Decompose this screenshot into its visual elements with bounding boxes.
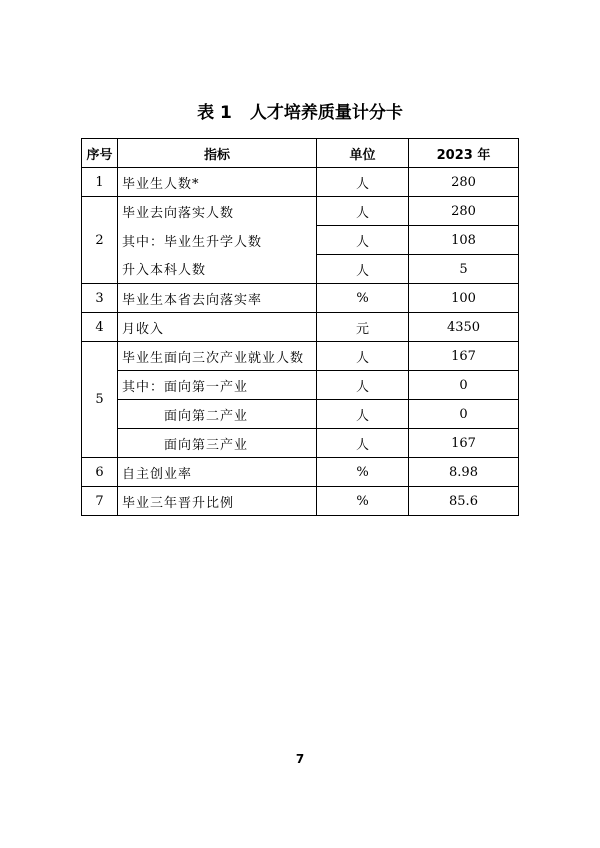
row-indicator: 月收入 xyxy=(118,313,317,342)
row-seq: 7 xyxy=(82,487,118,516)
table-row xyxy=(82,168,519,197)
row-unit: % xyxy=(317,458,409,487)
row-indicator: 自主创业率 xyxy=(118,458,317,487)
row-indicator: 升入本科人数 xyxy=(118,255,317,284)
row-seq: 2 xyxy=(82,197,118,284)
row-indicator: 面向第二产业 xyxy=(118,400,317,429)
row-value: 167 xyxy=(409,429,519,458)
row-value: 108 xyxy=(409,226,519,255)
row-unit: % xyxy=(317,284,409,313)
table-row xyxy=(82,197,519,226)
row-indicator: 毕业生人数* xyxy=(118,168,317,197)
row-value: 100 xyxy=(409,284,519,313)
table-row xyxy=(82,255,519,284)
row-unit: 人 xyxy=(317,226,409,255)
row-value: 0 xyxy=(409,400,519,429)
table-row xyxy=(82,284,519,313)
row-unit: 人 xyxy=(317,197,409,226)
row-seq: 6 xyxy=(82,458,118,487)
header-indicator: 指标 xyxy=(118,139,317,168)
row-value: 0 xyxy=(409,371,519,400)
table-row xyxy=(82,371,519,400)
talent-scorecard-table xyxy=(81,138,519,516)
table-row xyxy=(82,400,519,429)
row-value: 280 xyxy=(409,197,519,226)
table-number: 表 1 xyxy=(197,103,232,123)
row-indicator: 毕业三年晋升比例 xyxy=(118,487,317,516)
row-value: 5 xyxy=(409,255,519,284)
row-unit: 人 xyxy=(317,371,409,400)
table-row xyxy=(82,226,519,255)
table-title xyxy=(0,98,600,123)
row-value: 4350 xyxy=(409,313,519,342)
row-unit: 人 xyxy=(317,342,409,371)
row-value: 280 xyxy=(409,168,519,197)
row-value: 8.98 xyxy=(409,458,519,487)
row-unit: 人 xyxy=(317,400,409,429)
table-row xyxy=(82,487,519,516)
row-unit: % xyxy=(317,487,409,516)
table-header-row xyxy=(82,139,519,168)
row-seq: 5 xyxy=(82,342,118,458)
table-title-text: 人才培养质量计分卡 xyxy=(249,103,403,123)
table-row xyxy=(82,342,519,371)
row-seq: 3 xyxy=(82,284,118,313)
row-unit: 人 xyxy=(317,168,409,197)
row-indicator: 毕业生本省去向落实率 xyxy=(118,284,317,313)
row-unit: 人 xyxy=(317,255,409,284)
table-row xyxy=(82,458,519,487)
row-indicator: 面向第三产业 xyxy=(118,429,317,458)
header-unit: 单位 xyxy=(317,139,409,168)
row-unit: 人 xyxy=(317,429,409,458)
row-indicator: 其中：毕业生升学人数 xyxy=(118,226,317,255)
row-indicator: 毕业生面向三次产业就业人数 xyxy=(118,342,317,371)
header-seq: 序号 xyxy=(82,139,118,168)
row-indicator: 其中：面向第一产业 xyxy=(118,371,317,400)
row-unit: 元 xyxy=(317,313,409,342)
row-seq: 4 xyxy=(82,313,118,342)
header-year: 2023 年 xyxy=(409,139,519,168)
row-indicator: 毕业去向落实人数 xyxy=(118,197,317,226)
table-row xyxy=(82,313,519,342)
row-value: 167 xyxy=(409,342,519,371)
table-row xyxy=(82,429,519,458)
page-number: 7 xyxy=(295,752,305,766)
row-seq: 1 xyxy=(82,168,118,197)
row-value: 85.6 xyxy=(409,487,519,516)
